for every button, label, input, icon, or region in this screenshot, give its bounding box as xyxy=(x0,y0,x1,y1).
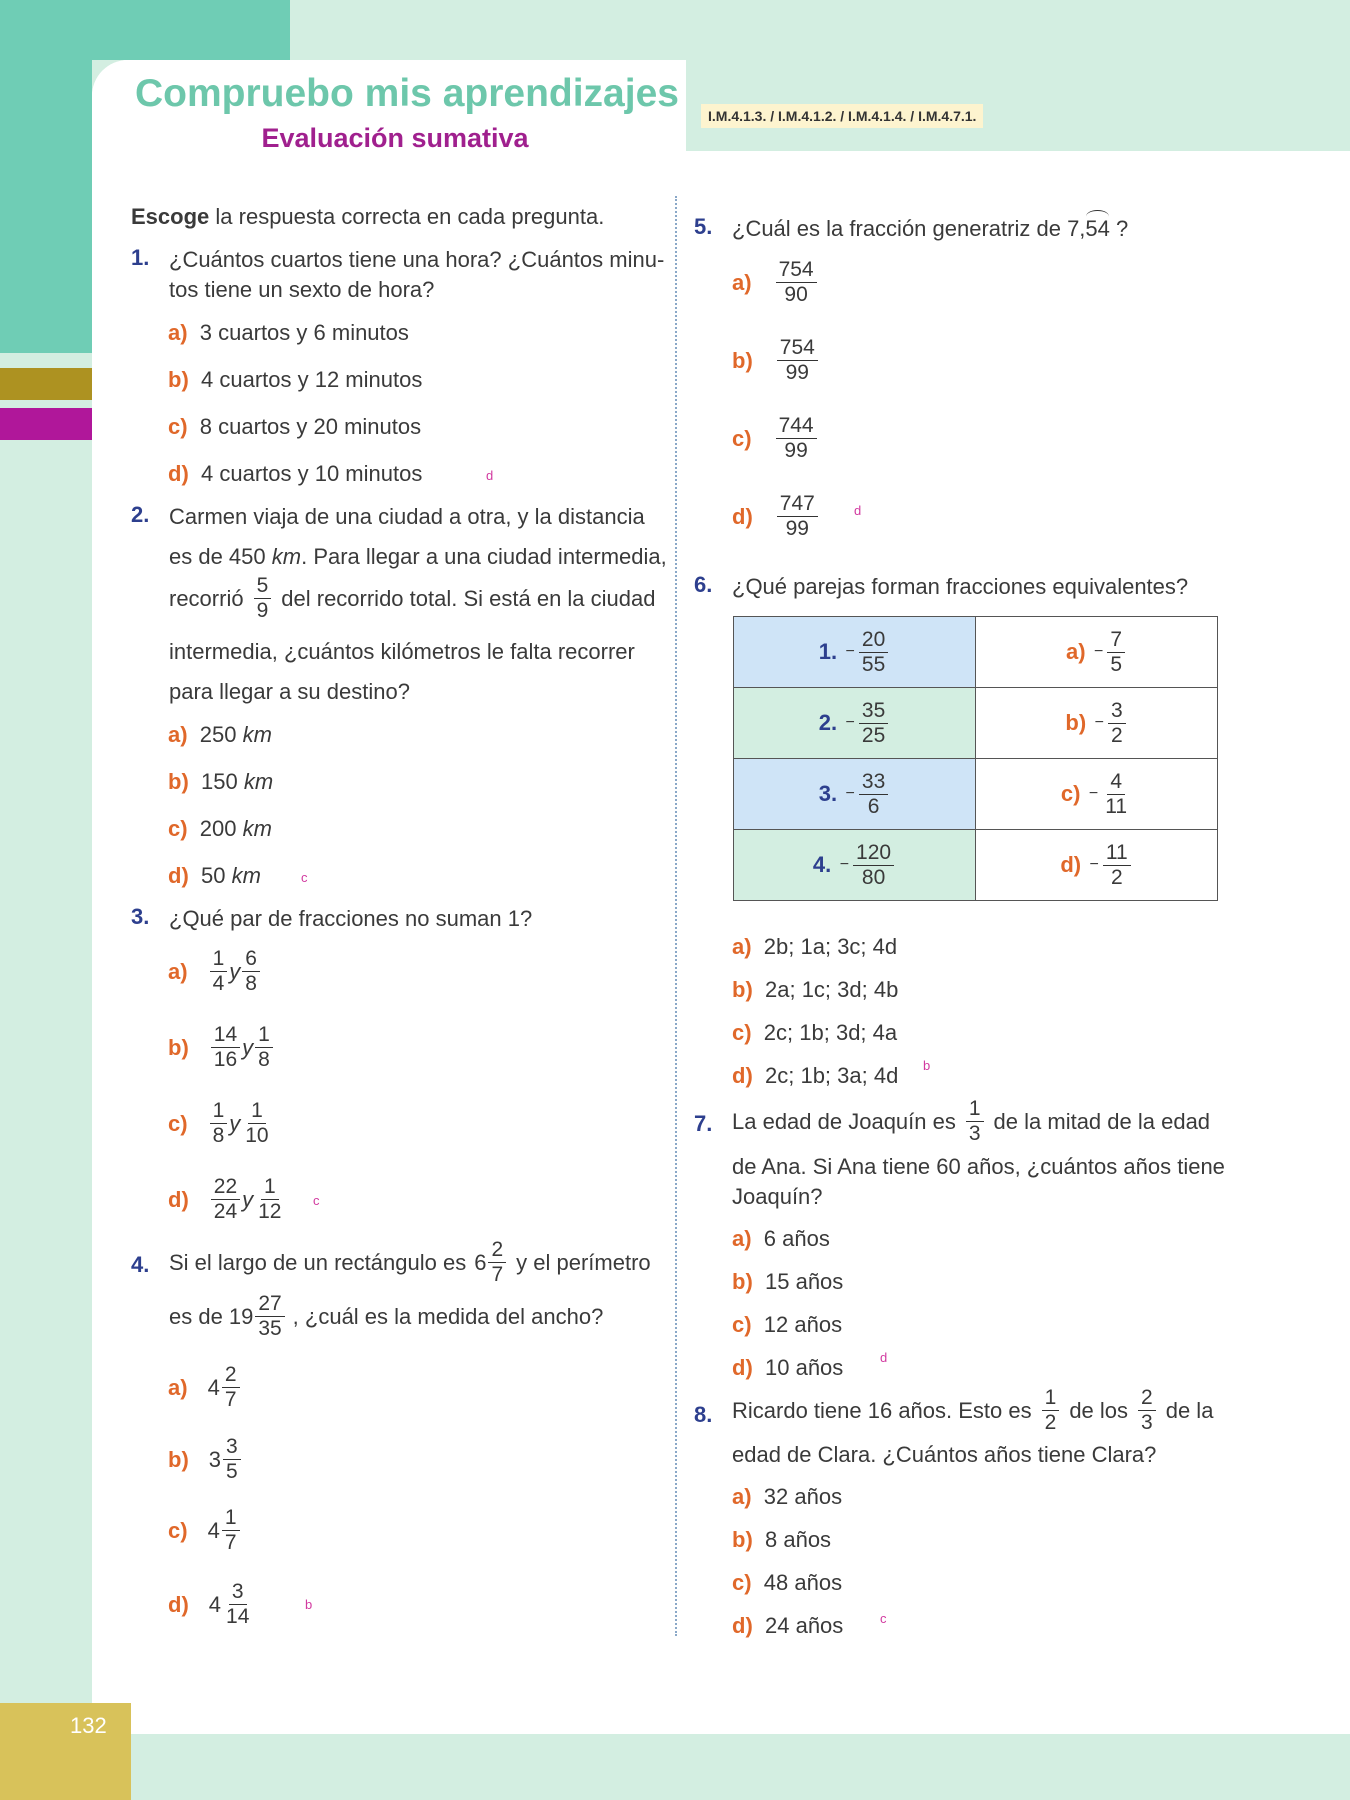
option-label: c) xyxy=(732,1020,752,1045)
option-text: 6 años xyxy=(763,1226,830,1251)
denominator: 25 xyxy=(861,723,886,747)
text: . Para llegar a una ciudad intermedia, xyxy=(301,544,667,569)
option-label: c) xyxy=(732,1312,752,1337)
question-1-line-1: ¿Cuántos cuartos tiene una hora? ¿Cuántos minu- xyxy=(169,247,665,272)
option-label: c) xyxy=(732,425,752,451)
text: Ricardo tiene 16 años. Esto es xyxy=(732,1397,1032,1423)
denominator: 5 xyxy=(1110,652,1123,676)
fraction xyxy=(255,1023,273,1072)
option-text: 24 años xyxy=(765,1613,844,1638)
question-1-line-2: tos tiene un sexto de hora? xyxy=(169,277,435,302)
option-text: 50 xyxy=(201,863,226,888)
minus-sign: − xyxy=(839,856,850,873)
denominator: 90 xyxy=(784,283,808,306)
denominator: 4 xyxy=(212,972,225,995)
top-right-band xyxy=(686,0,1350,151)
option-8a[interactable] xyxy=(732,1482,842,1512)
option-label: a) xyxy=(168,320,188,345)
table-cell xyxy=(734,617,976,688)
numerator: 747 xyxy=(777,492,818,517)
unit: km xyxy=(231,863,261,888)
numerator: 1 xyxy=(966,1097,984,1122)
denominator: 9 xyxy=(256,599,269,622)
fraction xyxy=(222,1363,240,1412)
answer-mark: b xyxy=(305,1597,313,1612)
denominator: 8 xyxy=(258,1048,270,1071)
indicators-badge: I.M.4.1.3. / I.M.4.1.2. / I.M.4.1.4. / I.M.4.7.1. xyxy=(701,104,983,128)
option-7b[interactable] xyxy=(732,1267,843,1297)
denominator: 99 xyxy=(784,439,808,462)
question-8-line-1 xyxy=(732,1386,1213,1435)
numerator: 754 xyxy=(777,336,818,361)
question-4-line-2 xyxy=(169,1292,603,1341)
option-6a[interactable] xyxy=(732,932,897,962)
minus-sign: − xyxy=(845,714,855,731)
table-cell xyxy=(976,830,1218,901)
question-7-line-2: de Ana. Si Ana tiene 60 años, ¿cuántos años tiene xyxy=(732,1154,1225,1179)
question-number: 1. xyxy=(131,245,150,270)
option-text: 250 xyxy=(199,722,237,747)
option-label: d) xyxy=(168,461,189,486)
unit: km xyxy=(271,544,302,569)
table-cell xyxy=(976,759,1218,830)
text: y el perímetro xyxy=(516,1249,651,1275)
option-label: a) xyxy=(732,934,752,959)
numerator: 1 xyxy=(261,1175,279,1200)
fraction xyxy=(776,258,817,307)
question-number: 2. xyxy=(131,502,150,527)
fraction xyxy=(1102,770,1130,819)
answer-mark: d xyxy=(854,503,862,518)
option-label: a) xyxy=(732,1226,752,1251)
numerator: 7 xyxy=(1107,628,1125,653)
bottom-strip xyxy=(0,1734,1350,1800)
page-title: Compruebo mis aprendizajes xyxy=(135,72,679,115)
question-4-line-1 xyxy=(169,1238,651,1287)
option-label: a) xyxy=(168,958,188,984)
text: La edad de Joaquín es xyxy=(732,1108,956,1134)
row-label: 2. xyxy=(818,710,838,735)
question-number: 6. xyxy=(694,572,713,597)
option-7c[interactable] xyxy=(732,1310,842,1340)
numerator: 1 xyxy=(210,947,228,972)
denominator: 7 xyxy=(224,1531,237,1554)
fraction xyxy=(210,1099,228,1148)
option-2a[interactable] xyxy=(168,720,272,750)
option-text: 200 xyxy=(199,816,237,841)
numerator: 22 xyxy=(211,1175,240,1200)
fraction xyxy=(859,628,888,677)
option-label: a) xyxy=(168,1374,188,1400)
answer-mark: c xyxy=(880,1611,887,1626)
minus-sign: − xyxy=(845,785,855,802)
option-4b[interactable] xyxy=(168,1435,243,1484)
answer-mark: d xyxy=(486,468,494,483)
minus-sign: − xyxy=(1088,785,1099,802)
numerator: 11 xyxy=(1103,841,1131,866)
instruction-bold: Escoge xyxy=(131,204,210,229)
option-3d[interactable] xyxy=(168,1175,286,1224)
question-number: 5. xyxy=(694,214,713,239)
conjunction: y xyxy=(229,1110,241,1136)
equivalence-table xyxy=(733,616,1218,901)
conjunction: y xyxy=(242,1034,254,1060)
option-label: b) xyxy=(732,977,753,1002)
whole: 4 xyxy=(208,1591,222,1617)
table-cell xyxy=(734,830,976,901)
option-text: 48 años xyxy=(763,1570,843,1595)
option-4d[interactable] xyxy=(168,1580,254,1629)
option-text: 8 cuartos y 20 minutos xyxy=(199,414,422,439)
option-text: 32 años xyxy=(763,1484,843,1509)
option-text: 2c; 1b; 3a; 4d xyxy=(765,1063,899,1088)
denominator: 2 xyxy=(1110,865,1123,889)
instruction-text: la respuesta correcta en cada pregunta. xyxy=(215,204,605,229)
option-text: 4 cuartos y 12 minutos xyxy=(201,367,423,392)
question-2-line-5: para llegar a su destino? xyxy=(169,679,410,704)
whole: 6 xyxy=(474,1249,487,1275)
denominator: 7 xyxy=(491,1263,504,1286)
option-label: a) xyxy=(168,722,188,747)
unit: km xyxy=(242,816,272,841)
denominator: 2 xyxy=(1044,1411,1057,1434)
whole: 3 xyxy=(208,1446,222,1472)
fraction xyxy=(859,770,888,819)
option-7a[interactable] xyxy=(732,1224,830,1254)
text: , ¿cuál es la medida del ancho? xyxy=(292,1303,604,1329)
option-label: c) xyxy=(168,414,188,439)
option-5a[interactable] xyxy=(732,258,819,307)
option-label: d) xyxy=(168,1591,189,1617)
fraction xyxy=(1138,1386,1156,1435)
denominator: 80 xyxy=(861,865,886,889)
fraction xyxy=(488,1238,506,1287)
integer-part: 7, xyxy=(1067,216,1086,241)
option-text: 3 cuartos y 6 minutos xyxy=(199,320,409,345)
text: es de xyxy=(169,1303,223,1329)
magenta-band xyxy=(0,408,92,440)
fraction xyxy=(1103,841,1131,890)
row-label: a) xyxy=(1065,639,1086,664)
fraction xyxy=(210,947,228,996)
denominator: 35 xyxy=(258,1317,282,1340)
option-5b[interactable] xyxy=(732,336,820,385)
option-1b[interactable] xyxy=(168,365,422,395)
column-divider xyxy=(675,196,677,1636)
olive-band xyxy=(0,368,92,400)
unit: km xyxy=(242,722,272,747)
row-label: c) xyxy=(1060,781,1081,806)
minus-sign: − xyxy=(1094,714,1104,731)
question-8-line-2: edad de Clara. ¿Cuántos años tiene Clara? xyxy=(732,1442,1157,1467)
option-3b[interactable] xyxy=(168,1023,275,1072)
table-cell xyxy=(734,688,976,759)
question-5-text xyxy=(732,214,1128,244)
denominator: 5 xyxy=(226,1460,238,1483)
fraction xyxy=(776,414,817,463)
option-4a[interactable] xyxy=(168,1363,242,1412)
whole: 19 xyxy=(228,1303,254,1329)
denominator: 16 xyxy=(213,1048,238,1071)
fraction xyxy=(777,336,818,385)
numerator: 1 xyxy=(255,1023,273,1048)
text: de la mitad de la edad xyxy=(993,1108,1211,1134)
option-label: c) xyxy=(168,816,188,841)
option-label: d) xyxy=(732,503,753,529)
option-label: b) xyxy=(168,769,189,794)
option-8b[interactable] xyxy=(732,1525,831,1555)
denominator: 14 xyxy=(226,1605,250,1628)
option-5c[interactable] xyxy=(732,414,819,463)
text: es de 450 xyxy=(169,544,266,569)
fraction xyxy=(223,1435,241,1484)
option-label: b) xyxy=(168,1034,189,1060)
question-7-line-1 xyxy=(732,1097,1210,1146)
question-2-line-2 xyxy=(169,542,667,572)
option-label: b) xyxy=(168,367,189,392)
denominator: 11 xyxy=(1105,794,1128,818)
option-label: c) xyxy=(732,1570,752,1595)
question-number: 4. xyxy=(131,1252,150,1277)
option-text: 10 años xyxy=(765,1355,844,1380)
periodic-digits: 54 xyxy=(1085,214,1109,244)
option-2c[interactable] xyxy=(168,814,272,844)
numerator: 2 xyxy=(222,1363,240,1388)
fraction xyxy=(1042,1386,1060,1435)
numerator: 14 xyxy=(211,1023,240,1048)
option-2b[interactable] xyxy=(168,767,273,797)
option-label: c) xyxy=(168,1517,188,1543)
numerator: 1 xyxy=(210,1099,228,1124)
text: de los xyxy=(1069,1397,1129,1423)
question-number: 7. xyxy=(694,1111,713,1136)
question-2-line-3 xyxy=(169,574,655,623)
minus-sign: − xyxy=(845,643,855,660)
question-number: 8. xyxy=(694,1402,713,1427)
table-cell xyxy=(976,617,1218,688)
option-2d[interactable] xyxy=(168,861,261,891)
question-2-line-1: Carmen viaja de una ciudad a otra, y la distancia xyxy=(169,504,645,529)
option-text: 2b; 1a; 3c; 4d xyxy=(763,934,898,959)
page-number: 132 xyxy=(70,1713,107,1738)
option-label: d) xyxy=(168,1186,189,1212)
denominator: 10 xyxy=(245,1124,269,1147)
table-row xyxy=(734,759,1218,830)
answer-mark: b xyxy=(923,1058,931,1073)
option-label: b) xyxy=(732,347,753,373)
whole: 4 xyxy=(207,1517,220,1543)
answer-mark: c xyxy=(301,870,308,885)
question-2-line-4: intermedia, ¿cuántos kilómetros le falta recorrer xyxy=(169,639,635,664)
row-label: d) xyxy=(1060,852,1082,877)
numerator: 1 xyxy=(248,1099,266,1124)
fraction xyxy=(222,1506,240,1555)
numerator: 754 xyxy=(776,258,817,283)
option-6c[interactable] xyxy=(732,1018,897,1048)
denominator: 6 xyxy=(867,794,880,818)
fraction xyxy=(223,1580,252,1629)
text: ¿Cuál es la fracción generatriz de xyxy=(732,216,1061,241)
text: ? xyxy=(1116,216,1129,241)
option-label: b) xyxy=(732,1527,753,1552)
option-text: 2c; 1b; 3d; 4a xyxy=(763,1020,898,1045)
option-7d[interactable] xyxy=(732,1353,843,1383)
denominator: 99 xyxy=(785,517,809,540)
denominator: 55 xyxy=(861,652,886,676)
numerator: 3 xyxy=(223,1435,241,1460)
option-1d[interactable] xyxy=(168,459,422,489)
row-label: b) xyxy=(1065,710,1087,735)
question-6-text: ¿Qué parejas forman fracciones equivalentes? xyxy=(732,574,1189,599)
option-label: b) xyxy=(732,1269,753,1294)
numerator: 1 xyxy=(222,1506,240,1531)
option-text: 2a; 1c; 3d; 4b xyxy=(765,977,899,1002)
numerator: 3 xyxy=(229,1580,247,1605)
fraction xyxy=(966,1097,984,1146)
denominator: 2 xyxy=(1110,723,1123,747)
denominator: 8 xyxy=(212,1124,225,1147)
denominator: 3 xyxy=(1141,1411,1153,1434)
denominator: 8 xyxy=(245,972,257,995)
fraction xyxy=(242,947,260,996)
numerator: 35 xyxy=(859,699,888,724)
answer-mark: c xyxy=(313,1193,320,1208)
option-label: d) xyxy=(732,1613,753,1638)
option-text: 4 cuartos y 10 minutos xyxy=(201,461,423,486)
option-1a[interactable] xyxy=(168,318,409,348)
numerator: 2 xyxy=(488,1238,506,1263)
numerator: 27 xyxy=(255,1292,284,1317)
option-label: a) xyxy=(732,269,752,295)
numerator: 2 xyxy=(1138,1386,1156,1411)
question-7-line-3: Joaquín? xyxy=(732,1184,823,1209)
mixed-number xyxy=(229,1292,287,1341)
option-label: d) xyxy=(168,863,189,888)
page-subtitle: Evaluación sumativa xyxy=(261,123,529,153)
option-3a[interactable] xyxy=(168,947,262,996)
unit: km xyxy=(243,769,274,794)
option-6b[interactable] xyxy=(732,975,898,1005)
text: del recorrido total. Si está en la ciudad xyxy=(281,585,656,611)
option-text: 8 años xyxy=(765,1527,832,1552)
top-teal-block xyxy=(92,0,290,60)
numerator: 20 xyxy=(859,628,888,653)
option-label: d) xyxy=(732,1355,753,1380)
numerator: 744 xyxy=(776,414,817,439)
conjunction: y xyxy=(229,958,241,984)
numerator: 3 xyxy=(1108,699,1126,724)
row-label: 1. xyxy=(818,639,838,664)
denominator: 99 xyxy=(785,361,809,384)
denominator: 3 xyxy=(968,1122,981,1145)
table-row xyxy=(734,830,1218,901)
mixed-number xyxy=(474,1238,508,1287)
table-row xyxy=(734,617,1218,688)
question-3-text: ¿Qué par de fracciones no suman 1? xyxy=(169,906,533,931)
option-4c[interactable] xyxy=(168,1506,242,1555)
denominator: 12 xyxy=(258,1200,282,1223)
option-label: b) xyxy=(168,1446,189,1472)
text: Si el largo de un rectángulo es xyxy=(169,1249,467,1275)
table-cell xyxy=(734,759,976,830)
option-1c[interactable] xyxy=(168,412,421,442)
text: recorrió xyxy=(169,585,244,611)
instruction xyxy=(131,202,604,232)
table-row xyxy=(734,688,1218,759)
denominator: 7 xyxy=(224,1388,237,1411)
option-label: d) xyxy=(732,1063,753,1088)
option-6d[interactable] xyxy=(732,1061,898,1091)
option-text: 12 años xyxy=(763,1312,843,1337)
option-text: 15 años xyxy=(765,1269,844,1294)
option-8d[interactable] xyxy=(732,1611,843,1641)
fraction xyxy=(211,1023,240,1072)
fraction xyxy=(255,1292,284,1341)
fraction xyxy=(859,699,888,748)
numerator: 120 xyxy=(853,841,894,866)
fraction xyxy=(211,1175,240,1224)
fraction xyxy=(254,574,272,623)
fraction xyxy=(1108,699,1126,748)
fraction xyxy=(1107,628,1125,677)
option-5d[interactable] xyxy=(732,492,820,541)
option-text: 150 xyxy=(201,769,238,794)
minus-sign: − xyxy=(1093,643,1104,660)
table-cell xyxy=(976,688,1218,759)
numerator: 1 xyxy=(1042,1386,1060,1411)
denominator: 24 xyxy=(213,1200,238,1223)
fraction xyxy=(777,492,818,541)
fraction xyxy=(853,841,894,890)
answer-mark: d xyxy=(880,1350,888,1365)
text: de la xyxy=(1165,1397,1214,1423)
fraction xyxy=(255,1175,284,1224)
numerator: 6 xyxy=(242,947,260,972)
minus-sign: − xyxy=(1089,856,1099,873)
question-number: 3. xyxy=(131,904,150,929)
whole: 4 xyxy=(207,1374,220,1400)
option-8c[interactable] xyxy=(732,1568,842,1598)
page-number-block xyxy=(0,1703,131,1800)
option-label: a) xyxy=(732,1484,752,1509)
numerator: 4 xyxy=(1107,770,1125,795)
fraction xyxy=(242,1099,271,1148)
numerator: 5 xyxy=(254,574,272,599)
option-3c[interactable] xyxy=(168,1099,274,1148)
row-label: 3. xyxy=(818,781,838,806)
left-strip-teal xyxy=(0,0,92,353)
numerator: 33 xyxy=(859,770,888,795)
row-label: 4. xyxy=(812,852,832,877)
option-label: c) xyxy=(168,1110,188,1136)
conjunction: y xyxy=(242,1186,254,1212)
